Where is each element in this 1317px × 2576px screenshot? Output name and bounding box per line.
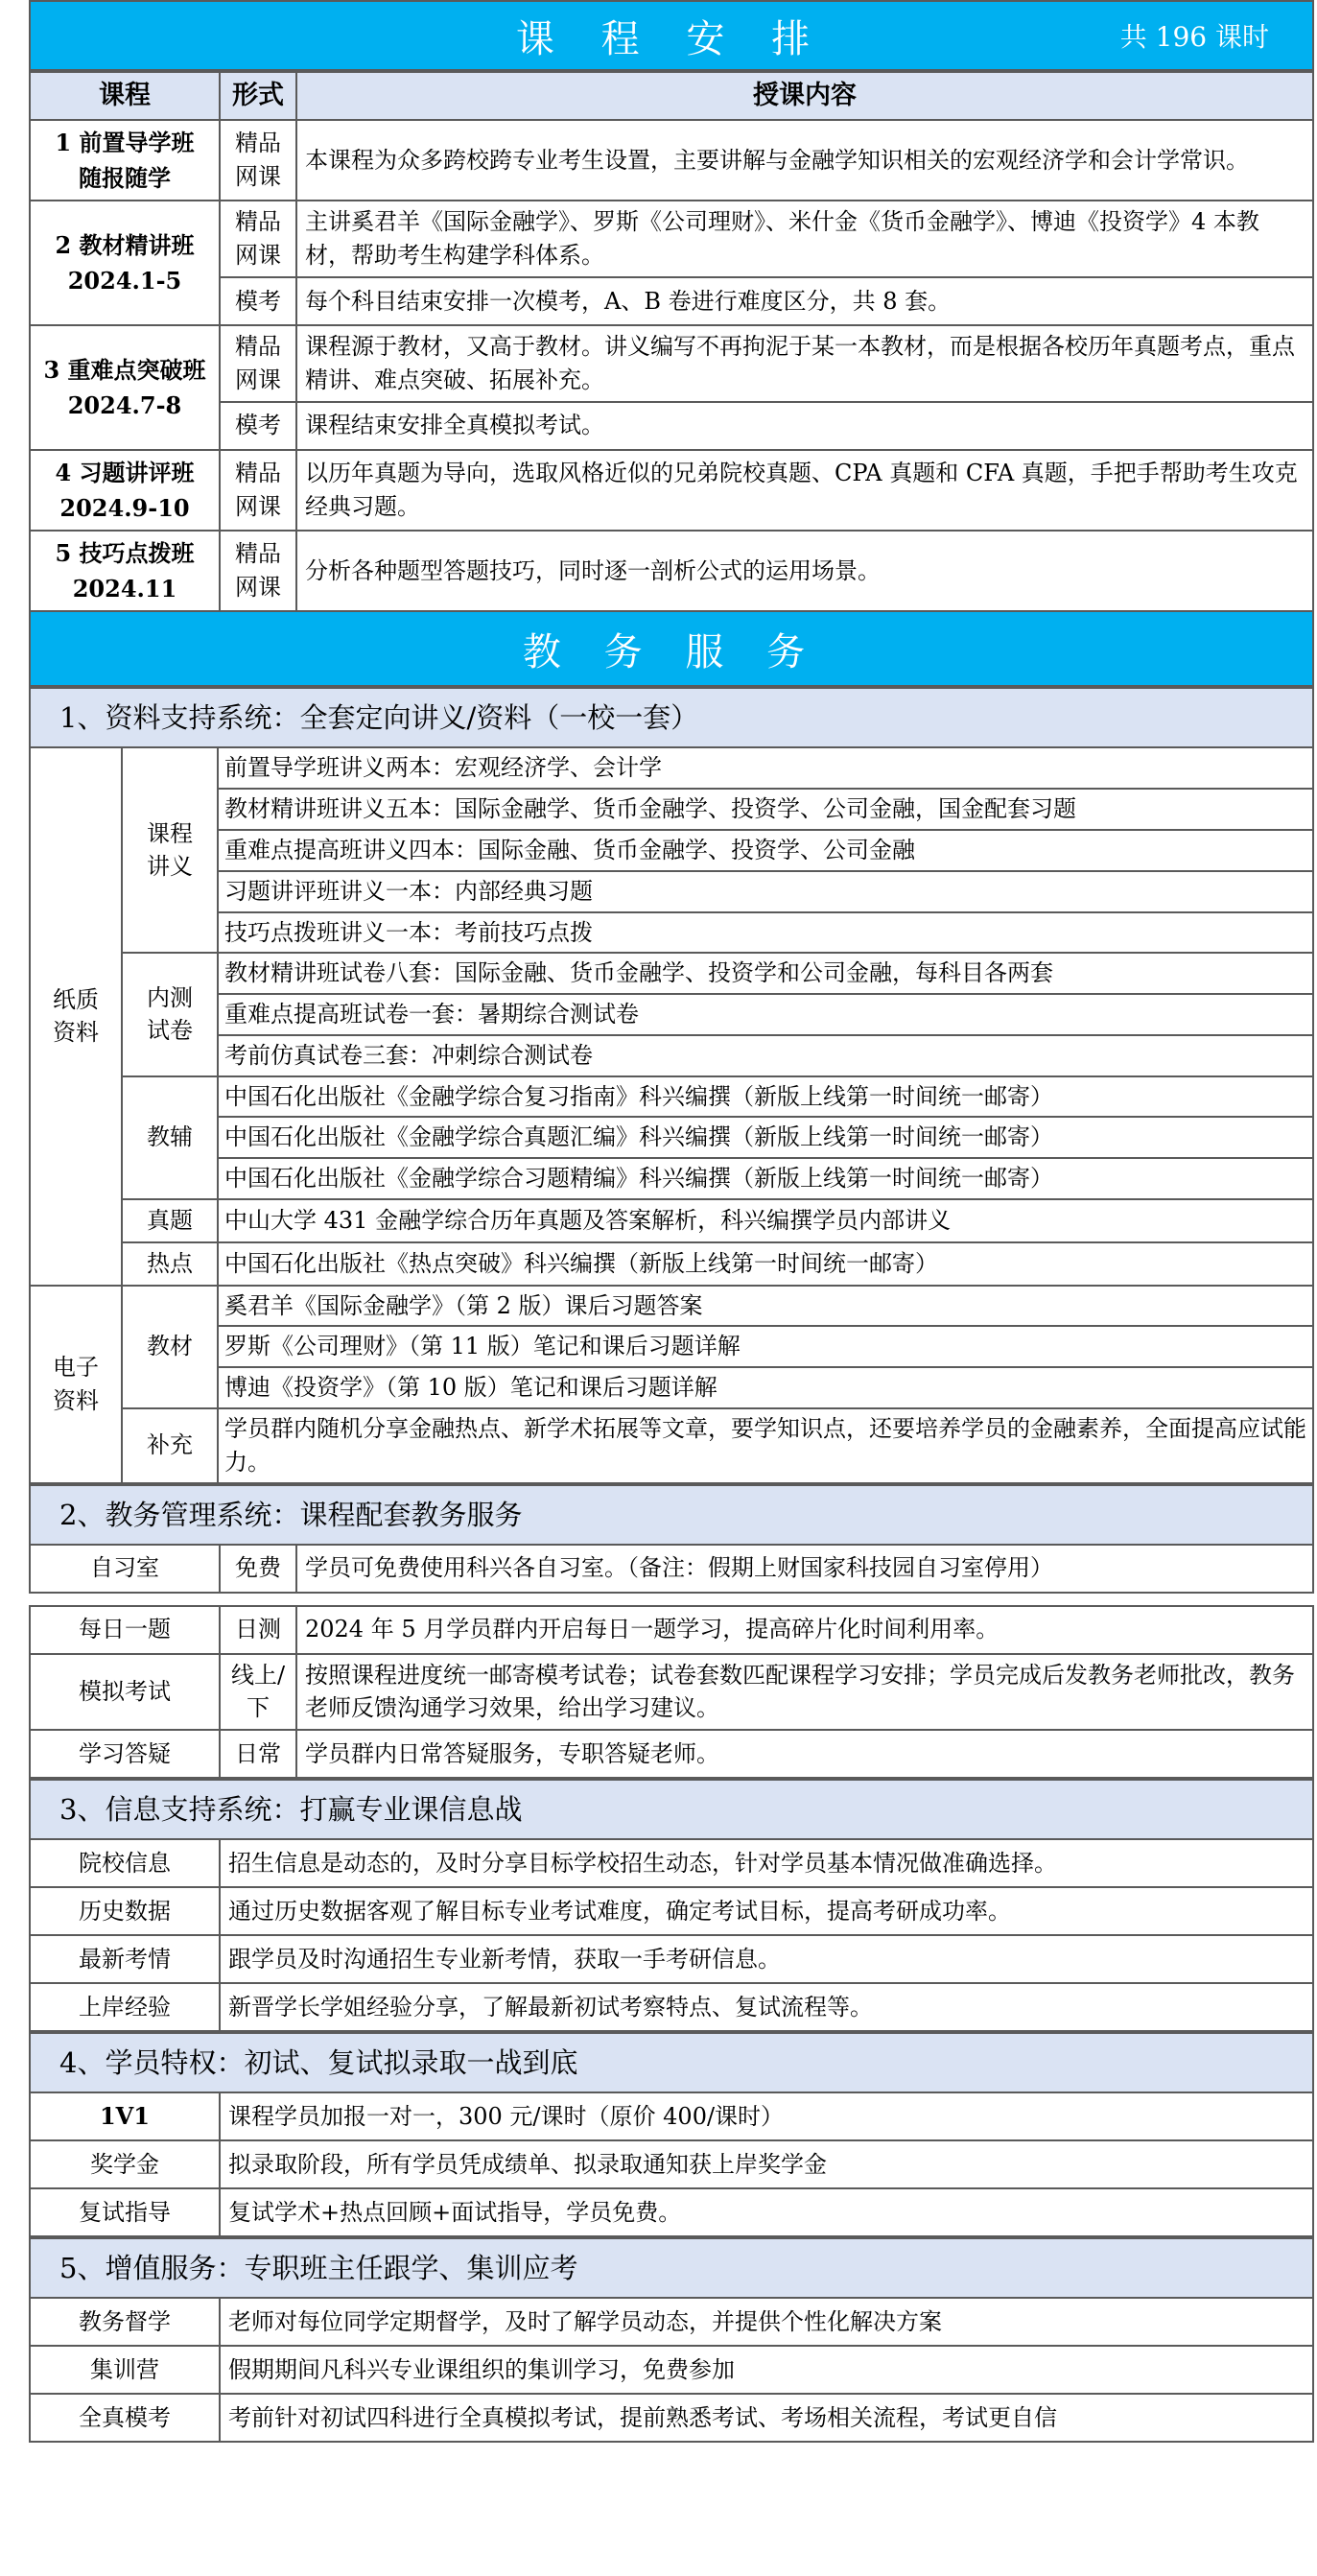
s1-table <box>29 687 1314 1483</box>
material-subgroup: 课程 讲义 <box>122 747 218 953</box>
material-row <box>30 912 1313 954</box>
s3-table <box>29 1779 1314 2032</box>
privilege-row <box>30 2188 1313 2236</box>
material-subgroup: 教辅 <box>122 1076 218 1199</box>
privilege-row <box>30 2092 1313 2140</box>
service-row <box>30 1606 1313 1654</box>
course-banner <box>29 0 1314 71</box>
header-form: 形式 <box>220 72 296 120</box>
header-course: 课程 <box>30 72 220 120</box>
service-title: 教 务 服 务 <box>29 612 1314 687</box>
s1-heading: 1、资料支持系统：全套定向讲义/资料（一校一套） <box>30 688 1313 747</box>
s4-heading-row <box>30 2033 1313 2092</box>
material-subgroup: 补充 <box>122 1408 218 1483</box>
service-type: 免费 <box>220 1545 296 1593</box>
s3-heading: 3、信息支持系统：打赢专业课信息战 <box>30 1780 1313 1839</box>
value-added-name: 集训营 <box>30 2346 220 2394</box>
info-name: 院校信息 <box>30 1839 220 1887</box>
privilege-name: 奖学金 <box>30 2140 220 2188</box>
material-line: 教材精讲班试卷八套：国际金融、货币金融学、投资学和公司金融，每科目各两套 <box>218 953 1313 994</box>
course-name-cell <box>30 531 220 611</box>
course-content: 课程结束安排全真模拟考试。 <box>296 402 1313 450</box>
value-added-content: 考前针对初试四科进行全真模拟考试，提前熟悉考试、考场相关流程，考试更自信 <box>220 2394 1313 2442</box>
privilege-content: 课程学员加报一对一，300 元/课时（原价 400/课时） <box>220 2092 1313 2140</box>
s3-heading-row <box>30 1780 1313 1839</box>
material-line: 中国石化出版社《热点突破》科兴编撰（新版上线第一时间统一邮寄） <box>218 1242 1313 1286</box>
material-row <box>30 1408 1313 1483</box>
info-row <box>30 1935 1313 1983</box>
course-form: 精品 网课 <box>220 450 296 531</box>
course-name-cell <box>30 201 220 325</box>
service-row <box>30 1545 1313 1593</box>
course-name: 4 习题讲评班 <box>55 458 195 486</box>
material-line: 重难点提高班讲义四本：国际金融、货币金融学、投资学、公司金融 <box>218 830 1313 871</box>
value-added-row <box>30 2298 1313 2346</box>
course-form: 精品 网课 <box>220 531 296 611</box>
material-line: 罗斯《公司理财》（第 11 版）笔记和课后习题详解 <box>218 1326 1313 1367</box>
material-row <box>30 953 1313 994</box>
info-name: 历史数据 <box>30 1887 220 1935</box>
course-form: 精品 网课 <box>220 325 296 402</box>
service-type: 线上/ 下 <box>220 1654 296 1731</box>
privilege-name: 复试指导 <box>30 2188 220 2236</box>
s1-heading-row <box>30 688 1313 747</box>
service-name: 每日一题 <box>30 1606 220 1654</box>
value-added-name: 教务督学 <box>30 2298 220 2346</box>
material-line: 习题讲评班讲义一本：内部经典习题 <box>218 871 1313 912</box>
course-name-cell <box>30 120 220 201</box>
value-added-content: 假期期间凡科兴专业课组织的集训学习，免费参加 <box>220 2346 1313 2394</box>
course-content: 主讲奚君羊《国际金融学》、罗斯《公司理财》、米什金《货币金融学》、博迪《投资学》4 本教材，帮助考生构建学科体系。 <box>296 201 1313 277</box>
course-form: 精品 网课 <box>220 201 296 277</box>
material-row <box>30 1367 1313 1408</box>
material-line: 中山大学 431 金融学综合历年真题及答案解析，科兴编撰学员内部讲义 <box>218 1199 1313 1242</box>
s2-heading: 2、教务管理系统：课程配套教务服务 <box>30 1485 1313 1545</box>
material-row <box>30 789 1313 830</box>
course-period: 2024.11 <box>72 575 177 603</box>
info-name: 上岸经验 <box>30 1983 220 2031</box>
course-name: 2 教材精讲班 <box>55 230 195 259</box>
service-name: 模拟考试 <box>30 1654 220 1731</box>
course-row <box>30 402 1313 450</box>
material-group: 纸质 资料 <box>30 747 122 1285</box>
s2-heading-row <box>30 1485 1313 1545</box>
privilege-content: 复试学术+热点回顾+面试指导，学员免费。 <box>220 2188 1313 2236</box>
course-content: 本课程为众多跨校跨专业考生设置，主要讲解与金融学知识相关的宏观经济学和会计学常识。 <box>296 120 1313 201</box>
s5-heading-row <box>30 2238 1313 2298</box>
material-line: 重难点提高班试卷一套：暑期综合测试卷 <box>218 994 1313 1035</box>
info-content: 通过历史数据客观了解目标专业考试难度，确定考试目标，提高考研成功率。 <box>220 1887 1313 1935</box>
course-name-cell <box>30 450 220 531</box>
material-line: 中国石化出版社《金融学综合真题汇编》科兴编撰（新版上线第一时间统一邮寄） <box>218 1117 1313 1158</box>
course-row <box>30 531 1313 611</box>
material-line: 中国石化出版社《金融学综合复习指南》科兴编撰（新版上线第一时间统一邮寄） <box>218 1076 1313 1118</box>
table-gap <box>29 1594 1314 1605</box>
course-row <box>30 120 1313 201</box>
course-form: 精品 网课 <box>220 120 296 201</box>
material-subgroup: 真题 <box>122 1199 218 1242</box>
material-row <box>30 830 1313 871</box>
material-line: 博迪《投资学》（第 10 版）笔记和课后习题详解 <box>218 1367 1313 1408</box>
service-name: 自习室 <box>30 1545 220 1593</box>
value-added-name: 全真模考 <box>30 2394 220 2442</box>
value-added-row <box>30 2346 1313 2394</box>
material-row <box>30 1158 1313 1199</box>
course-content: 课程源于教材，又高于教材。讲义编写不再拘泥于某一本教材，而是根据各校历年真题考点，重点精讲、难点突破、拓展补充。 <box>296 325 1313 402</box>
course-row <box>30 277 1313 325</box>
material-line: 中国石化出版社《金融学综合习题精编》科兴编撰（新版上线第一时间统一邮寄） <box>218 1158 1313 1199</box>
course-name-cell <box>30 325 220 450</box>
material-row <box>30 1242 1313 1286</box>
course-row <box>30 450 1313 531</box>
service-content: 按照课程进度统一邮寄模考试卷；试卷套数匹配课程学习安排；学员完成后发教务老师批改，教务老师反馈沟通学习效果，给出学习建议。 <box>296 1654 1313 1731</box>
header-content: 授课内容 <box>296 72 1313 120</box>
material-row <box>30 747 1313 789</box>
material-row <box>30 1076 1313 1118</box>
s5-heading: 5、增值服务：专职班主任跟学、集训应考 <box>30 2238 1313 2298</box>
material-row <box>30 1117 1313 1158</box>
course-name: 3 重难点突破班 <box>43 355 206 384</box>
material-line: 教材精讲班讲义五本：国际金融学、货币金融学、投资学、公司金融，国金配套习题 <box>218 789 1313 830</box>
course-form: 模考 <box>220 277 296 325</box>
info-name: 最新考情 <box>30 1935 220 1983</box>
privilege-name: 1V1 <box>30 2092 220 2140</box>
info-content: 新晋学长学姐经验分享，了解最新初试考察特点、复试流程等。 <box>220 1983 1313 2031</box>
s2b-table <box>29 1605 1314 1780</box>
course-title: 课 程 安 排 <box>515 16 828 61</box>
material-line: 前置导学班讲义两本：宏观经济学、会计学 <box>218 747 1313 789</box>
value-added-row <box>30 2394 1313 2442</box>
s5-table <box>29 2237 1314 2443</box>
service-row <box>30 1654 1313 1731</box>
privilege-content: 拟录取阶段，所有学员凭成绩单、拟录取通知获上岸奖学金 <box>220 2140 1313 2188</box>
course-content: 以历年真题为导向，选取风格近似的兄弟院校真题、CPA 真题和 CFA 真题，手把手帮助考生攻克经典习题。 <box>296 450 1313 531</box>
service-content: 学员群内日常答疑服务，专职答疑老师。 <box>296 1730 1313 1778</box>
service-content: 学员可免费使用科兴各自习室。（备注：假期上财国家科技园自习室停用） <box>296 1545 1313 1593</box>
course-table <box>29 71 1314 612</box>
info-row <box>30 1839 1313 1887</box>
course-period: 2024.1-5 <box>67 267 182 295</box>
info-row <box>30 1887 1313 1935</box>
course-form: 模考 <box>220 402 296 450</box>
course-row <box>30 201 1313 277</box>
course-hours: 共 196 课时 <box>1119 21 1269 53</box>
course-content: 分析各种题型答题技巧，同时逐一剖析公式的运用场景。 <box>296 531 1313 611</box>
material-row <box>30 1326 1313 1367</box>
material-line: 奚君羊《国际金融学》（第 2 版）课后习题答案 <box>218 1286 1313 1327</box>
course-period: 随报随学 <box>79 164 171 193</box>
info-content: 招生信息是动态的，及时分享目标学校招生动态，针对学员基本情况做准确选择。 <box>220 1839 1313 1887</box>
material-subgroup: 热点 <box>122 1242 218 1286</box>
material-row <box>30 994 1313 1035</box>
service-name: 学习答疑 <box>30 1730 220 1778</box>
material-row <box>30 871 1313 912</box>
s4-table <box>29 2032 1314 2237</box>
material-row <box>30 1035 1313 1076</box>
course-name: 5 技巧点拨班 <box>55 538 195 567</box>
service-content: 2024 年 5 月学员群内开启每日一题学习，提高碎片化时间利用率。 <box>296 1606 1313 1654</box>
service-row <box>30 1730 1313 1778</box>
course-header-row <box>30 72 1313 120</box>
privilege-row <box>30 2140 1313 2188</box>
service-type: 日常 <box>220 1730 296 1778</box>
material-subgroup: 内测 试卷 <box>122 953 218 1075</box>
s4-heading: 4、学员特权：初试、复试拟录取一战到底 <box>30 2033 1313 2092</box>
info-row <box>30 1983 1313 2031</box>
material-row <box>30 1199 1313 1242</box>
course-period: 2024.9-10 <box>59 493 190 522</box>
service-type: 日测 <box>220 1606 296 1654</box>
material-row <box>30 1286 1313 1327</box>
info-content: 跟学员及时沟通招生专业新考情，获取一手考研信息。 <box>220 1935 1313 1983</box>
s2-table <box>29 1484 1314 1594</box>
material-line: 技巧点拨班讲义一本：考前技巧点拨 <box>218 912 1313 954</box>
material-line: 学员群内随机分享金融热点、新学术拓展等文章，要学知识点，还要培养学员的金融素养，全面提高应试能力。 <box>218 1408 1313 1483</box>
course-name: 1 前置导学班 <box>55 129 195 156</box>
value-added-content: 老师对每位同学定期督学，及时了解学员动态，并提供个性化解决方案 <box>220 2298 1313 2346</box>
course-content: 每个科目结束安排一次模考，A、B 卷进行难度区分，共 8 套。 <box>296 277 1313 325</box>
material-subgroup: 教材 <box>122 1286 218 1408</box>
material-line: 考前仿真试卷三套：冲刺综合测试卷 <box>218 1035 1313 1076</box>
course-row <box>30 325 1313 402</box>
material-group: 电子 资料 <box>30 1286 122 1483</box>
course-period: 2024.7-8 <box>67 390 182 419</box>
